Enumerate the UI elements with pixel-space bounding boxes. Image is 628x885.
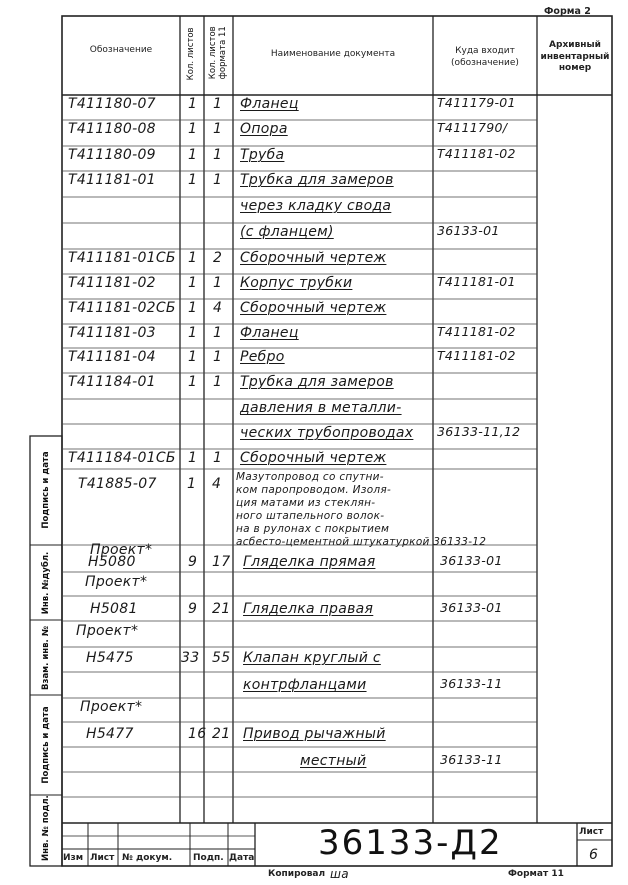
row-designation: Т411181-03: [68, 325, 156, 341]
small-entry-line: ного штапельного волок-: [236, 510, 385, 522]
row-designation: Т411180-08: [68, 121, 156, 137]
small-entry-line: на в рулонах с покрытием: [236, 523, 390, 535]
row-where: Т411181-02: [437, 348, 516, 363]
row-sheets-a11: 4: [213, 300, 223, 316]
row-designation: Т411181-02: [68, 275, 156, 291]
header-archive: Архивный инвентарный номер: [540, 40, 610, 74]
row-sheets: 1: [188, 349, 198, 365]
row-sheets: 1: [188, 450, 198, 466]
project-sheets: 33: [181, 650, 200, 666]
row-name: через кладку свода: [240, 198, 392, 214]
row-name: Труба: [240, 147, 285, 163]
row-sheets-a11: 1: [213, 325, 223, 341]
header-name: Наименование документа: [270, 49, 396, 59]
small-entry-line: ком паропроводом. Изоля-: [236, 484, 392, 496]
row-sheets-a11: 1: [213, 121, 223, 137]
row-name: Опора: [240, 121, 288, 137]
row-sheets-a11: 1: [213, 275, 223, 291]
header-sheets-a11: Кол. листов формата 11: [208, 26, 228, 80]
row-name: Трубка для замеров: [240, 374, 394, 390]
project-name: Клапан круглый с: [243, 650, 381, 666]
row-where: 36133-01: [437, 223, 500, 238]
tb-col-sign: Подп.: [193, 853, 224, 863]
row-sheets-a11: 2: [213, 250, 223, 266]
row-sheets: 1: [188, 325, 198, 341]
project-name: контрфланцами: [243, 677, 367, 693]
row-name: Фланец: [240, 325, 299, 341]
header-sheets: Кол. листов: [186, 27, 197, 81]
row-where: 36133-11,12: [437, 424, 521, 439]
side-label-dup-inv: Инв. №дубл.: [41, 551, 51, 615]
sheet-label: Лист: [579, 827, 604, 837]
row-where: Т411181-02: [437, 324, 516, 339]
project-number: Н5477: [86, 726, 134, 742]
row-name: Сборочный чертеж: [240, 300, 387, 316]
row-name: Фланец: [240, 96, 299, 112]
small-entry-sheets-a11: 4: [212, 476, 222, 492]
project-sheets-a11: 55: [212, 650, 231, 666]
row-sheets: 1: [188, 96, 198, 112]
project-sheets: 9: [188, 554, 198, 570]
row-sheets-a11: 1: [213, 96, 223, 112]
project-sheets-a11: 21: [212, 601, 231, 617]
small-entry-line: асбесто-цементной штукатуркой 36133-12: [236, 536, 487, 548]
row-sheets: 1: [188, 374, 198, 390]
project-number: Н5475: [86, 650, 134, 666]
doc-code: 36133-Д2: [318, 823, 503, 863]
row-designation: Т411181-01: [68, 172, 156, 188]
small-entry-line: ция матами из стеклян-: [236, 497, 376, 509]
row-name: Корпус трубки: [240, 275, 353, 291]
row-sheets: 1: [188, 300, 198, 316]
row-designation: Т411181-02СБ: [68, 300, 176, 316]
format-label: Формат 11: [508, 869, 564, 879]
project-number: Н5080: [88, 554, 136, 570]
form-label: Форма 2: [544, 6, 591, 17]
project-label: Проект*: [76, 623, 139, 639]
row-designation: Т411180-09: [68, 147, 156, 163]
sheet-number: 6: [589, 847, 599, 863]
row-name: Сборочный чертеж: [240, 250, 387, 266]
row-where: Т411181-01: [437, 274, 516, 289]
copied-signature: ша: [330, 867, 349, 881]
side-label-sign-date: Подпись и дата: [41, 451, 51, 529]
row-sheets: 1: [188, 147, 198, 163]
project-where: 36133-01: [440, 600, 503, 615]
row-name: ческих трубопроводах: [240, 425, 414, 441]
small-entry-line: Мазутопровод со спутни-: [236, 471, 384, 483]
project-sheets: 16: [188, 726, 207, 742]
row-where: Т411181-02: [437, 146, 516, 161]
row-designation: Т411184-01: [68, 374, 156, 390]
tb-col-date: Дата: [229, 853, 255, 863]
row-name: Ребро: [240, 349, 285, 365]
side-label-replace-inv: Взам. инв. №: [41, 626, 51, 690]
row-sheets-a11: 1: [213, 349, 223, 365]
row-name: Сборочный чертеж: [240, 450, 387, 466]
tb-col-izm: Изм: [63, 853, 84, 863]
row-sheets: 1: [188, 275, 198, 291]
project-name: Гляделка прямая: [243, 554, 376, 570]
side-label-sign-date-2: Подпись и дата: [41, 706, 51, 784]
row-name: (с фланцем): [240, 224, 334, 240]
row-name: Трубка для замеров: [240, 172, 394, 188]
project-name: Гляделка правая: [243, 601, 374, 617]
header-where: Куда входит (обозначение): [451, 46, 519, 68]
project-name: Привод рычажный: [243, 726, 386, 742]
row-sheets-a11: 1: [213, 147, 223, 163]
project-where: 36133-01: [440, 553, 503, 568]
row-where: Т4111790/: [437, 120, 508, 135]
row-sheets-a11: 1: [213, 450, 223, 466]
row-sheets: 1: [188, 250, 198, 266]
project-sheets: 9: [188, 601, 198, 617]
tb-col-list: Лист: [90, 853, 115, 863]
project-name: местный: [300, 753, 367, 769]
project-label: Проект*: [80, 699, 143, 715]
header-designation: Обозначение: [89, 45, 153, 55]
row-designation: Т411180-07: [68, 96, 156, 112]
project-where: 36133-11: [440, 752, 503, 767]
project-sheets-a11: 21: [212, 726, 231, 742]
row-sheets-a11: 1: [213, 374, 223, 390]
project-where: 36133-11: [440, 676, 503, 691]
tb-col-doc: № докум.: [122, 853, 173, 863]
row-where: Т411179-01: [437, 95, 516, 110]
project-label: Проект*: [90, 542, 153, 558]
row-sheets: 1: [188, 172, 198, 188]
row-designation: Т411181-01СБ: [68, 250, 176, 266]
row-designation: Т411184-01СБ: [68, 450, 176, 466]
small-entry-sheets: 1: [187, 476, 197, 492]
copied-label: Копировал: [268, 869, 326, 879]
project-sheets-a11: 17: [212, 554, 231, 570]
project-label: Проект*: [85, 574, 148, 590]
row-sheets-a11: 1: [213, 172, 223, 188]
row-sheets: 1: [188, 121, 198, 137]
side-label-orig-inv: Инв. № подл.: [41, 795, 51, 861]
row-name: давления в металли-: [240, 400, 402, 416]
project-number: Н5081: [90, 601, 138, 617]
small-entry-designation: Т41885-07: [78, 476, 157, 492]
row-designation: Т411181-04: [68, 349, 156, 365]
